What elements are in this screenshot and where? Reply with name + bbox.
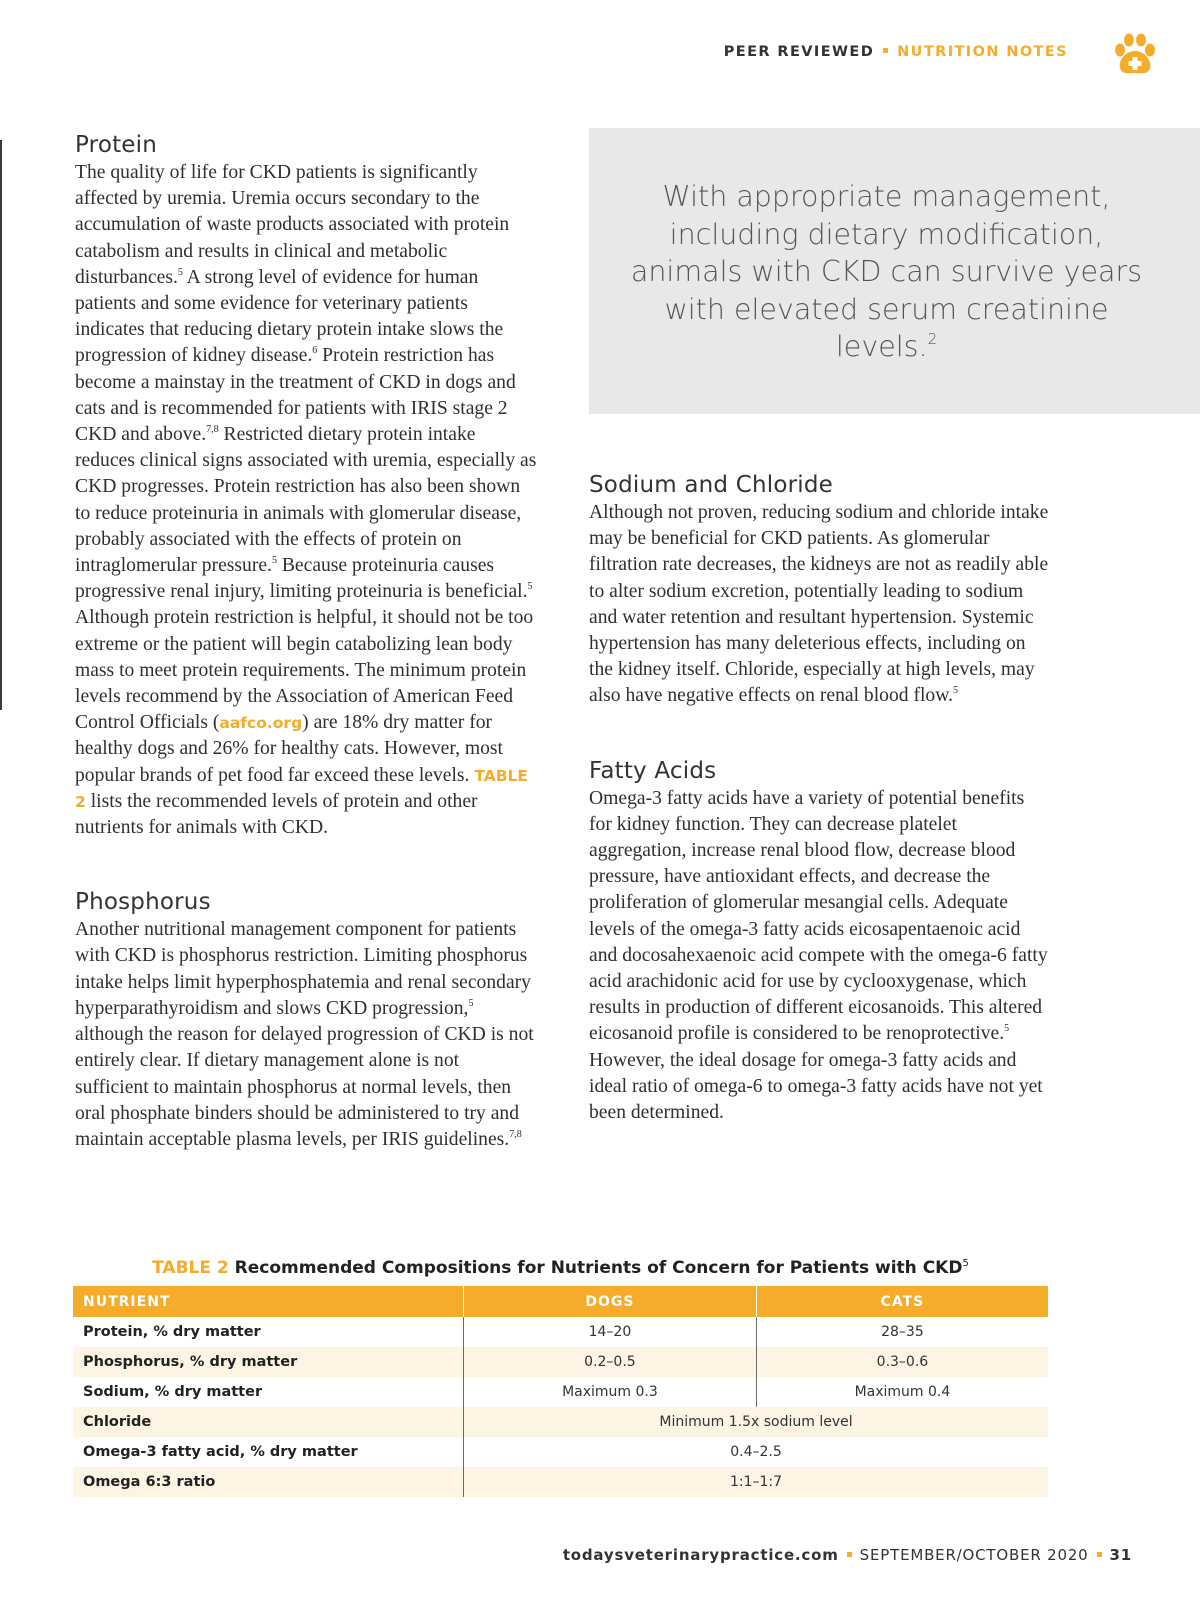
header-separator: [883, 48, 888, 53]
col-header-cats: CATS: [756, 1286, 1048, 1317]
phosphorus-text-1: Another nutritional management component for patients with CKD is phosphorus restriction. Limiting phosphorus intake helps limit hyperphosphatemia and renal secondary hyperparathyroidism and slows CKD progression,: [75, 919, 531, 1019]
nutrient-cell: Phosphorus, % dry matter: [73, 1347, 464, 1377]
protein-text-1: The quality of life for CKD patients is significantly affected by uremia. Uremia occurs secondary to the accumulation of waste products associated with protein catabolism and results in clinical and metabolic disturbances.: [75, 162, 510, 288]
ref-superscript: 5: [527, 581, 533, 593]
cats-cell: 0.3–0.6: [756, 1347, 1048, 1377]
dogs-cell: 0.2–0.5: [464, 1347, 757, 1377]
footer-separator: [847, 1552, 852, 1557]
phosphorus-text-2: although the reason for delayed progression of CKD is not entirely clear. If dietary management alone is not sufficient to maintain phosphorus at normal levels, then oral phosphate binders should be administered to try and maintain acceptable plasma levels, per IRIS guidelines.: [75, 1024, 534, 1150]
shared-value-cell: Minimum 1.5x sodium level: [464, 1407, 1049, 1437]
ref-superscript: 2: [927, 330, 938, 348]
protein-text-2: A strong level of evidence for human patients and some evidence for veterinary patients indicates that reducing dietary protein intake slows the progression of kidney disease.: [75, 266, 504, 367]
fatty-acids-heading: Fatty Acids: [589, 757, 717, 784]
sodium-chloride-heading: Sodium and Chloride: [589, 472, 834, 498]
ref-superscript: 6: [312, 345, 318, 357]
table-2-reference[interactable]: TABLE 2: [75, 766, 528, 811]
table-row: [73, 1377, 1048, 1407]
protein-text-7: ) are 18% dry matter for healthy dogs and 26% for healthy cats. However, most popular brands of pet food far exceed these levels.: [75, 712, 503, 786]
nutrient-cell: Omega 6:3 ratio: [73, 1467, 464, 1497]
table-row: [73, 1347, 1048, 1377]
table-header-row: [73, 1286, 1048, 1317]
protein-text-8: lists the recommended levels of protein and other nutrients for animals with CKD.: [75, 790, 478, 839]
ref-superscript: 5: [468, 997, 474, 1009]
header-nutrition-notes: NUTRITION NOTES: [897, 44, 1068, 60]
paw-cross-icon: [1112, 32, 1158, 78]
nutrient-table-section: [73, 1258, 1048, 1497]
ref-superscript: 7,8: [206, 424, 219, 436]
col-header-dogs: DOGS: [464, 1286, 757, 1317]
table-row: [73, 1317, 1048, 1347]
fatty-acids-paragraph: [589, 786, 1051, 1127]
ref-superscript: 5: [1004, 1023, 1010, 1035]
pull-quote-text: [624, 178, 1149, 366]
fatty-text-2: However, the ideal dosage for omega-3 fatty acids and ideal ratio of omega-6 to omega-3 fatty acids have not yet been determined.: [589, 1049, 1043, 1124]
table-row: [73, 1437, 1048, 1467]
running-header: [724, 44, 1068, 60]
nutrient-cell: Omega-3 fatty acid, % dry matter: [83, 1444, 358, 1460]
ref-superscript: 5: [962, 1258, 969, 1269]
table-caption: [73, 1258, 1048, 1278]
protein-text-3: Protein restriction has become a mainstay in the treatment of CKD in dogs and cats and is recommended for patients with IRIS stage 2 CKD and above.: [75, 345, 516, 446]
ref-superscript: 5: [271, 555, 277, 567]
shared-value-cell: 0.4–2.5: [464, 1437, 1049, 1467]
protein-text-6: Although protein restriction is helpful, it should not be too extreme or the patient will begin catabolizing lean body mass to meet protein requirements. The minimum protein levels recommend by the Association of American Feed Control Officials (: [75, 607, 534, 734]
right-column: [589, 472, 1051, 1126]
phosphorus-paragraph: [75, 917, 537, 1153]
header-peer-reviewed: PEER REVIEWED: [723, 44, 875, 60]
protein-text-5: Because proteinuria causes progressive renal injury, limiting proteinuria is beneficial.: [75, 555, 528, 603]
dogs-cell: 14–20: [464, 1317, 757, 1347]
ref-superscript: 5: [953, 685, 958, 697]
nutrient-cell: Chloride: [73, 1407, 464, 1437]
footer-issue: SEPTEMBER/OCTOBER 2020: [859, 1546, 1089, 1564]
left-column: [75, 132, 537, 1153]
aafco-link[interactable]: aafco.org: [219, 714, 303, 733]
nutrient-cell: Sodium, % dry matter: [83, 1384, 263, 1400]
fatty-text-1: Omega-3 fatty acids have a variety of potential benefits for kidney function. They can decrease platelet aggregation, increase renal blood flow, decrease blood pressure, have antioxidant effects, and decrease the proliferation of glomerular mesangial cells. Adequate levels of the omega-3 fatty acids eicosapentaenoic acid and docosahexaenoic acid compete with the omega-6 fatty acid arachidonic acid for use by cyclooxygenase, which results in production of different eicosanoids. This altered eicosanoid profile is considered to be renoprotective.: [589, 787, 1048, 1045]
pull-quote-box: [589, 128, 1200, 414]
cats-cell: Maximum 0.4: [756, 1377, 1048, 1407]
table-title: Recommended Compositions for Nutrients of Concern for Patients with CKD: [228, 1258, 963, 1278]
pull-quote-body: With appropriate management, including dietary modification, animals with CKD can survive years with elevated serum creatinine levels.: [630, 180, 1143, 363]
page-number: 31: [1109, 1546, 1132, 1564]
ref-superscript: 7,8: [509, 1128, 522, 1140]
protein-heading: Protein: [75, 132, 158, 158]
dogs-cell: Maximum 0.3: [464, 1377, 757, 1407]
table-row: [73, 1407, 1048, 1437]
footer-website[interactable]: todaysveterinarypractice.com: [562, 1546, 839, 1564]
protein-paragraph: [75, 160, 537, 841]
table-label: TABLE 2: [152, 1258, 229, 1278]
col-header-nutrient: NUTRIENT: [73, 1286, 464, 1317]
phosphorus-heading: Phosphorus: [75, 889, 211, 916]
page-edge-bar: [0, 140, 2, 710]
page-footer: [563, 1546, 1132, 1564]
table-row: [73, 1467, 1048, 1497]
sodium-paragraph: [589, 500, 1051, 710]
sodium-text-1: Although not proven, reducing sodium and chloride intake may be beneficial for CKD patients. As glomerular filtration rate decreases, the kidneys are not as readily able to alter sodium excretion, potentially leading to sodium and water retention and resultant hypertension. Systemic hypertension has many deleterious effects, including on the kidney itself. Chloride, especially at high levels, may also have negative effects on renal blood flow.: [589, 502, 1049, 707]
footer-separator: [1097, 1552, 1102, 1557]
shared-value-cell: 1:1–1:7: [464, 1467, 1049, 1497]
nutrient-cell: Protein, % dry matter: [83, 1324, 261, 1340]
nutrient-table: [73, 1286, 1048, 1497]
protein-text-4: Restricted dietary protein intake reduces clinical signs associated with uremia, especially as CKD progresses. Protein restriction has also been shown to reduce proteinuria in animals with glomerular disease, probably associated with the effects of protein on intraglomerular pressure.: [75, 424, 537, 577]
ref-superscript: 5: [177, 266, 183, 278]
cats-cell: 28–35: [756, 1317, 1048, 1347]
